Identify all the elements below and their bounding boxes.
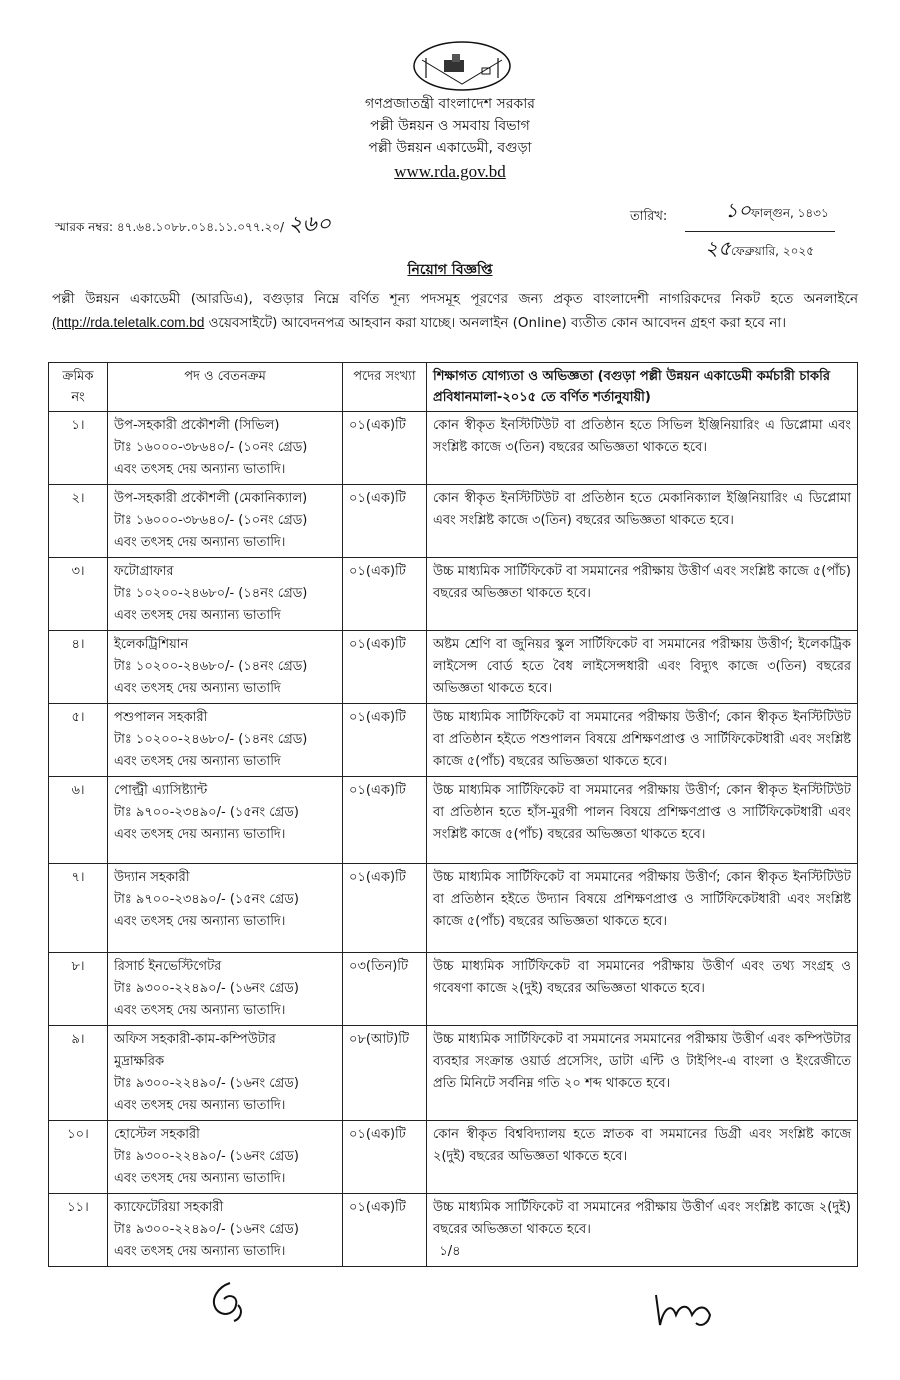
post-line: পোল্ট্রী এ্যাসিষ্ট্যান্ট bbox=[114, 783, 208, 798]
post-line: উপ-সহকারী প্রকৌশলী (সিভিল) bbox=[114, 418, 280, 433]
post-line: পশুপালন সহকারী bbox=[114, 710, 208, 725]
count-cell: ০১(এক)টি bbox=[343, 704, 427, 777]
post-line: ইলেকট্রিশিয়ান bbox=[114, 637, 189, 652]
post-line: উদ্যান সহকারী bbox=[114, 870, 190, 885]
table-row bbox=[49, 558, 858, 631]
post-line: টাঃ ১০২০০-২৪৬৮০/- (১৪নং গ্রেড) bbox=[114, 659, 308, 674]
intro-paragraph bbox=[52, 288, 858, 335]
header-post: পদ ও বেতনক্রম bbox=[108, 363, 343, 412]
post-line: টাঃ ১৬০০০-৩৮৬৪০/- (১০নং গ্রেড) bbox=[114, 513, 308, 528]
header-qualification: শিক্ষাগত যোগ্যতা ও অভিজ্ঞতা (বগুড়া পল্লী উন্নয়ন একাডেমী কর্মচারী চাকরি প্রবিধানমালা-২০১৫ তে বর্ণিত শর্তানুযায়ী) bbox=[427, 363, 858, 412]
count-cell: ০১(এক)টি bbox=[343, 558, 427, 631]
post-line: এবং তৎসহ দেয় অন্যান্য ভাতাদি। bbox=[114, 1098, 286, 1113]
table-row bbox=[49, 704, 858, 777]
memo-handwritten-number: ২৬০ bbox=[288, 212, 332, 237]
page-title: নিয়োগ বিজ্ঞপ্তি bbox=[407, 262, 493, 278]
date-block bbox=[685, 196, 835, 267]
table-row bbox=[49, 777, 858, 864]
bangla-month-year: ফাল্গুন, ১৪৩১ bbox=[750, 206, 829, 220]
post-line: এবং তৎসহ দেয় অন্যান্য ভাতাদি। bbox=[114, 462, 286, 477]
post-line: এবং তৎসহ দেয় অন্যান্য ভাতাদি bbox=[114, 608, 281, 623]
serial-cell: ১১। bbox=[49, 1194, 108, 1267]
post-line: এবং তৎসহ দেয় অন্যান্য ভাতাদি। bbox=[114, 827, 286, 842]
post-line: টাঃ ১০২০০-২৪৬৮০/- (১৪নং গ্রেড) bbox=[114, 586, 308, 601]
qualification-cell: উচ্চ মাধ্যমিক সার্টিফিকেট বা সমমানের পরীক্ষায় উত্তীর্ণ এবং সংশ্লিষ্ট কাজে ৫(পাঁচ) বছরের অভিজ্ঞতা থাকতে হবে। bbox=[427, 558, 858, 631]
post-line: মুদ্রাক্ষরিক bbox=[114, 1054, 165, 1069]
serial-cell: ৪। bbox=[49, 631, 108, 704]
post-cell bbox=[108, 631, 343, 704]
serial-cell: ২। bbox=[49, 485, 108, 558]
government-name: গণপ্রজাতন্ত্রী বাংলাদেশ সরকার bbox=[365, 96, 535, 112]
post-line: টাঃ ১৬০০০-৩৮৬৪০/- (১০নং গ্রেড) bbox=[114, 440, 308, 455]
post-line: এবং তৎসহ দেয় অন্যান্য ভাতাদি bbox=[114, 681, 281, 696]
post-line: এবং তৎসহ দেয় অন্যান্য ভাতাদি। bbox=[114, 535, 286, 550]
serial-cell: ১০। bbox=[49, 1121, 108, 1194]
intro-text-1: পল্লী উন্নয়ন একাডেমী (আরডিএ), বগুড়ার নিম্নে বর্ণিত শূন্য পদসমূহ পূরণের জন্য প্রকৃত বাংলাদেশী নাগরিকদের নিকট হতে অনলাইনে bbox=[52, 291, 858, 307]
qualification-cell: উচ্চ মাধ্যমিক সার্টিফিকেট বা সমমানের পরীক্ষায় উত্তীর্ণ; কোন স্বীকৃত ইনস্টিটিউট বা প্রতিষ্ঠান হতে হাঁস-মুরগী পালন বিষয়ে প্রশিক্ষণপ্রাপ্ত ও সার্টিফিকেটধারী এবং সংশ্লিষ্ট কাজে ৫(পাঁচ) বছরের অভিজ্ঞতা থাকতে হবে। bbox=[427, 777, 858, 864]
website-link[interactable]: www.rda.gov.bd bbox=[394, 162, 506, 181]
page-number: ১/৪ bbox=[439, 1244, 461, 1259]
serial-cell: ৭। bbox=[49, 864, 108, 953]
post-cell bbox=[108, 485, 343, 558]
table-row bbox=[49, 953, 858, 1026]
post-line: টাঃ ১০২০০-২৪৬৮০/- (১৪নং গ্রেড) bbox=[114, 732, 308, 747]
qualification-cell: কোন স্বীকৃত বিশ্ববিদ্যালয় হতে স্নাতক বা সমমানের ডিগ্রী এবং সংশ্লিষ্ট কাজে ২(দুই) বছরের অভিজ্ঞতা থাকতে হবে। bbox=[427, 1121, 858, 1194]
vacancy-table bbox=[48, 362, 858, 1267]
qualification-cell: উচ্চ মাধ্যমিক সার্টিফিকেট বা সমমানের পরীক্ষায় উত্তীর্ণ; কোন স্বীকৃত ইনস্টিটিউট বা প্রতিষ্ঠান হইতে পশুপালন বিষয়ে প্রশিক্ষণপ্রাপ্ত ও সার্টিফিকেটধারী এবং সংশ্লিষ্ট কাজে ৫(পাঁচ) বছরের অভিজ্ঞতা থাকতে হবে। bbox=[427, 704, 858, 777]
count-cell: ০১(এক)টি bbox=[343, 485, 427, 558]
english-day: ২৫ bbox=[705, 236, 731, 260]
date-divider bbox=[685, 231, 835, 232]
serial-cell: ৩। bbox=[49, 558, 108, 631]
date-label: তারিখ: bbox=[630, 209, 668, 224]
post-cell bbox=[108, 777, 343, 864]
rda-logo bbox=[412, 40, 512, 92]
post-line: হোস্টেল সহকারী bbox=[114, 1127, 200, 1142]
count-cell: ০১(এক)টি bbox=[343, 1121, 427, 1194]
serial-cell: ৫। bbox=[49, 704, 108, 777]
qualification-cell: উচ্চ মাধ্যমিক সার্টিফিকেট বা সমমানের পরীক্ষায় উত্তীর্ণ এবং সংশ্লিষ্ট কাজে ২(দুই) বছরের অভিজ্ঞতা থাকতে হবে। bbox=[427, 1194, 858, 1267]
post-cell bbox=[108, 412, 343, 485]
post-line: এবং তৎসহ দেয় অন্যান্য ভাতাদি bbox=[114, 754, 281, 769]
post-line: টাঃ ৯৩০০-২২৪৯০/- (১৬নং গ্রেড) bbox=[114, 981, 299, 996]
table-header-row bbox=[49, 363, 858, 412]
table-row bbox=[49, 412, 858, 485]
post-cell bbox=[108, 864, 343, 953]
post-line: এবং তৎসহ দেয় অন্যান্য ভাতাদি। bbox=[114, 1171, 286, 1186]
post-cell bbox=[108, 558, 343, 631]
post-line: এবং তৎসহ দেয় অন্যান্য ভাতাদি। bbox=[114, 914, 286, 929]
table-row bbox=[49, 1026, 858, 1121]
count-cell: ০১(এক)টি bbox=[343, 412, 427, 485]
count-cell: ০১(এক)টি bbox=[343, 631, 427, 704]
academy-name: পল্লী উন্নয়ন একাডেমী, বগুড়া bbox=[368, 140, 532, 156]
post-line: উপ-সহকারী প্রকৌশলী (মেকানিক্যাল) bbox=[114, 491, 308, 506]
count-cell: ০১(এক)টি bbox=[343, 864, 427, 953]
qualification-cell: উচ্চ মাধ্যমিক সার্টিফিকেট বা সমমানের সমমানের পরীক্ষায় উত্তীর্ণ এবং কম্পিউটার ব্যবহার সংক্রান্ত ওয়ার্ড প্রসেসিং, ডাটা এন্টি ও টাইপিং-এ বাংলা ও ইংরেজীতে প্রতি মিনিটে সর্বনিম্ন গতি ২০ শব্দ থাকতে হবে। bbox=[427, 1026, 858, 1121]
serial-cell: ৬। bbox=[49, 777, 108, 864]
post-cell bbox=[108, 1121, 343, 1194]
table-row bbox=[49, 485, 858, 558]
qualification-cell: কোন স্বীকৃত ইনস্টিটিউট বা প্রতিষ্ঠান হতে মেকানিক্যাল ইঞ্জিনিয়ারিং এ ডিপ্লোমা এবং সংশ্লিষ্ট কাজে ৩(তিন) বছরের অভিজ্ঞতা থাকতে হবে। bbox=[427, 485, 858, 558]
post-line: অফিস সহকারী-কাম-কম্পিউটার bbox=[114, 1032, 276, 1047]
header-count: পদের সংখ্যা bbox=[343, 363, 427, 412]
table-row bbox=[49, 1121, 858, 1194]
post-line: টাঃ ৯৩০০-২২৪৯০/- (১৬নং গ্রেড) bbox=[114, 1222, 299, 1237]
memo-label: স্মারক নম্বর: ৪৭.৬৪.১০৮৮.০১৪.১১.০৭৭.২০/ bbox=[55, 220, 285, 234]
post-line: এবং তৎসহ দেয় অন্যান্য ভাতাদি। bbox=[114, 1003, 286, 1018]
qualification-cell: উচ্চ মাধ্যমিক সার্টিফিকেট বা সমমানের পরীক্ষায় উত্তীর্ণ; কোন স্বীকৃত ইনস্টিটিউট বা প্রতিষ্ঠান হইতে উদ্যান বিষয়ে প্রশিক্ষণপ্রাপ্ত ও সার্টিফিকেটধারী এবং সংশ্লিষ্ট কাজে ৫(পাঁচ) বছরের অভিজ্ঞতা থাকতে হবে। bbox=[427, 864, 858, 953]
initial-signature-right bbox=[650, 1285, 720, 1335]
header-serial: ক্রমিক নং bbox=[49, 363, 108, 412]
serial-cell: ৮। bbox=[49, 953, 108, 1026]
post-line: রিসার্চ ইনভেস্টিগেটর bbox=[114, 959, 222, 974]
post-line: এবং তৎসহ দেয় অন্যান্য ভাতাদি। bbox=[114, 1244, 286, 1259]
post-line: টাঃ ৯৩০০-২২৪৯০/- (১৬নং গ্রেড) bbox=[114, 1076, 299, 1091]
division-name: পল্লী উন্নয়ন ও সমবায় বিভাগ bbox=[370, 118, 530, 134]
qualification-cell: উচ্চ মাধ্যমিক সার্টিফিকেট বা সমমানের পরীক্ষায় উত্তীর্ণ এবং তথ্য সংগ্রহ ও গবেষণা কাজে ২(দুই) বছরের অভিজ্ঞতা থাকতে হবে। bbox=[427, 953, 858, 1026]
post-cell bbox=[108, 704, 343, 777]
qualification-cell: অষ্টম শ্রেণি বা জুনিয়র স্কুল সার্টিফিকেট বা সমমানের পরীক্ষায় উত্তীর্ণ; ইলেকট্রিক লাইসেন্স বোর্ড হতে বৈধ লাইসেন্সধারী এবং বিদ্যুৎ কাজে ৩(তিন) বছরের অভিজ্ঞতা থাকতে হবে। bbox=[427, 631, 858, 704]
table-row bbox=[49, 864, 858, 953]
post-line: টাঃ ৯৩০০-২২৪৯০/- (১৬নং গ্রেড) bbox=[114, 1149, 299, 1164]
count-cell: ০৩(তিন)টি bbox=[343, 953, 427, 1026]
intro-text-2: ওয়েবসাইটে) আবেদনপত্র আহবান করা যাচ্ছে। অনলাইন (Online) ব্যতীত কোন আবেদন গ্রহণ করা হবে না। bbox=[204, 315, 787, 331]
english-month-year: ফেব্রুয়ারি, ২০২৫ bbox=[730, 244, 814, 258]
bangla-day: ১০ bbox=[725, 198, 751, 222]
memo-number bbox=[55, 207, 331, 244]
count-cell: ০৮(আট)টি bbox=[343, 1026, 427, 1121]
post-line: ফটোগ্রাফার bbox=[114, 564, 174, 579]
post-line: টাঃ ৯৭০০-২৩৪৯০/- (১৫নং গ্রেড) bbox=[114, 805, 299, 820]
count-cell: ০১(এক)টি bbox=[343, 777, 427, 864]
post-line: ক্যাফেটেরিয়া সহকারী bbox=[114, 1200, 224, 1215]
post-cell bbox=[108, 953, 343, 1026]
initial-signature-left bbox=[200, 1275, 260, 1325]
table-row bbox=[49, 631, 858, 704]
serial-cell: ১। bbox=[49, 412, 108, 485]
serial-cell: ৯। bbox=[49, 1026, 108, 1121]
qualification-cell: কোন স্বীকৃত ইনস্টিটিউট বা প্রতিষ্ঠান হতে সিভিল ইঞ্জিনিয়ারিং এ ডিপ্লোমা এবং সংশ্লিষ্ট কাজে ৩(তিন) বছরের অভিজ্ঞতা থাকতে হবে। bbox=[427, 412, 858, 485]
post-cell bbox=[108, 1026, 343, 1121]
post-line: টাঃ ৯৭০০-২৩৪৯০/- (১৫নং গ্রেড) bbox=[114, 892, 299, 907]
application-link[interactable]: (http://rda.teletalk.com.bd bbox=[52, 315, 205, 330]
count-cell: ০১(এক)টি bbox=[343, 1194, 427, 1267]
